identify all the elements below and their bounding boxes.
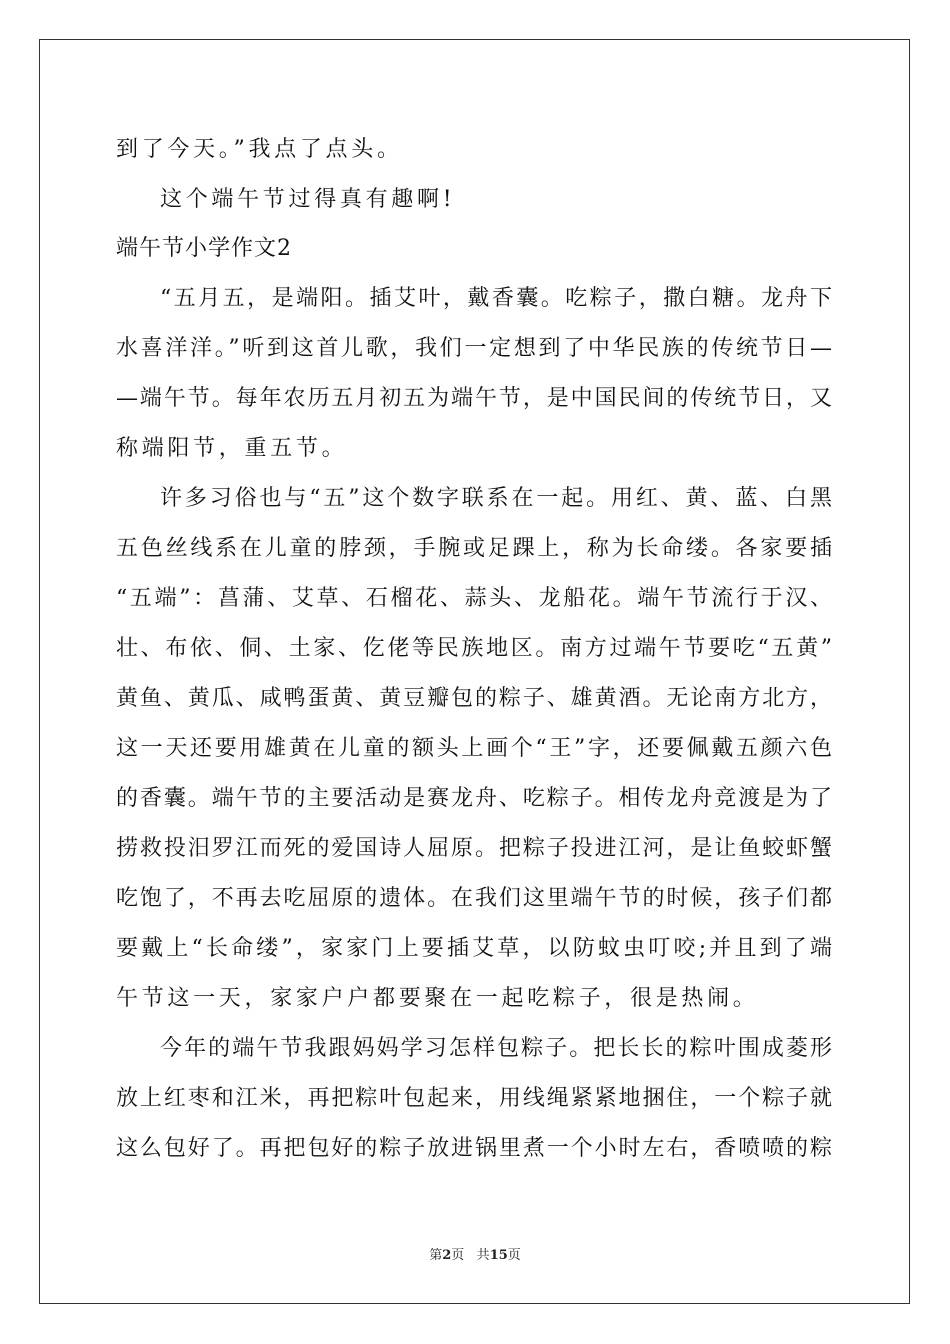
text-line: 这一天还要用雄黄在儿童的额头上画个“王”字，还要佩戴五颜六色 — [116, 736, 832, 761]
text-line: 黄鱼、黄瓜、咸鸭蛋黄、黄豆瓣包的粽子、雄黄酒。无论南方北方， — [116, 686, 832, 711]
text-line: 许多习俗也与“五”这个数字联系在一起。用红、黄、蓝、白黑 — [160, 486, 832, 511]
text-line: “五端”：菖蒲、艾草、石榴花、蒜头、龙船花。端午节流行于汉、 — [116, 586, 832, 611]
text-line: 水喜洋洋。”听到这首儿歌，我们一定想到了中华民族的传统节日— — [116, 336, 832, 361]
footer-page-suffix: 页 — [451, 1248, 465, 1263]
text-line: 称端阳节，重五节。 — [116, 436, 348, 461]
text-line: “五月五，是端阳。插艾叶，戴香囊。吃粽子，撒白糖。龙舟下 — [160, 286, 832, 311]
text-line: 五色丝线系在儿童的脖颈，手腕或足踝上，称为长命缕。各家要插 — [116, 536, 832, 561]
text-line: 今年的端午节我跟妈妈学习怎样包粽子。把长长的粽叶围成菱形 — [160, 1036, 832, 1061]
footer-page-number: 2 — [442, 1248, 452, 1263]
text-line: 午节这一天，家家户户都要聚在一起吃粽子，很是热闹。 — [116, 986, 759, 1011]
text-line: 要戴上“长命缕”，家家门上要插艾草，以防蚊虫叮咬;并且到了端 — [116, 936, 832, 961]
footer-total-suffix: 页 — [507, 1248, 521, 1263]
text-line: 捞救投汨罗江而死的爱国诗人屈原。把粽子投进江河，是让鱼蛟虾蟹 — [116, 836, 832, 861]
footer-total-number: 15 — [489, 1248, 508, 1263]
footer-total-prefix: 共 — [476, 1248, 490, 1263]
footer-page-prefix: 第 — [429, 1248, 443, 1263]
page-footer — [0, 1247, 950, 1265]
text-line: 的香囊。端午节的主要活动是赛龙舟、吃粽子。相传龙舟竞渡是为了 — [116, 786, 832, 811]
text-line: 这个端午节过得真有趣啊! — [160, 187, 456, 212]
text-line: 放上红枣和江米，再把粽叶包起来，用线绳紧紧地捆住，一个粽子就 — [116, 1086, 832, 1111]
text-line: 这么包好了。再把包好的粽子放进锅里煮一个小时左右，香喷喷的粽 — [116, 1136, 832, 1161]
text-line: 吃饱了，不再去吃屈原的遗体。在我们这里端午节的时候，孩子们都 — [116, 886, 832, 911]
text-line: 到了今天。”我点了点头。 — [116, 137, 403, 162]
section-heading: 端午节小学作文2 — [116, 236, 292, 261]
text-line: 壮、布依、侗、土家、仡佬等民族地区。南方过端午节要吃“五黄” — [116, 636, 832, 661]
text-line: —端午节。每年农历五月初五为端午节，是中国民间的传统节日，又 — [116, 386, 832, 411]
